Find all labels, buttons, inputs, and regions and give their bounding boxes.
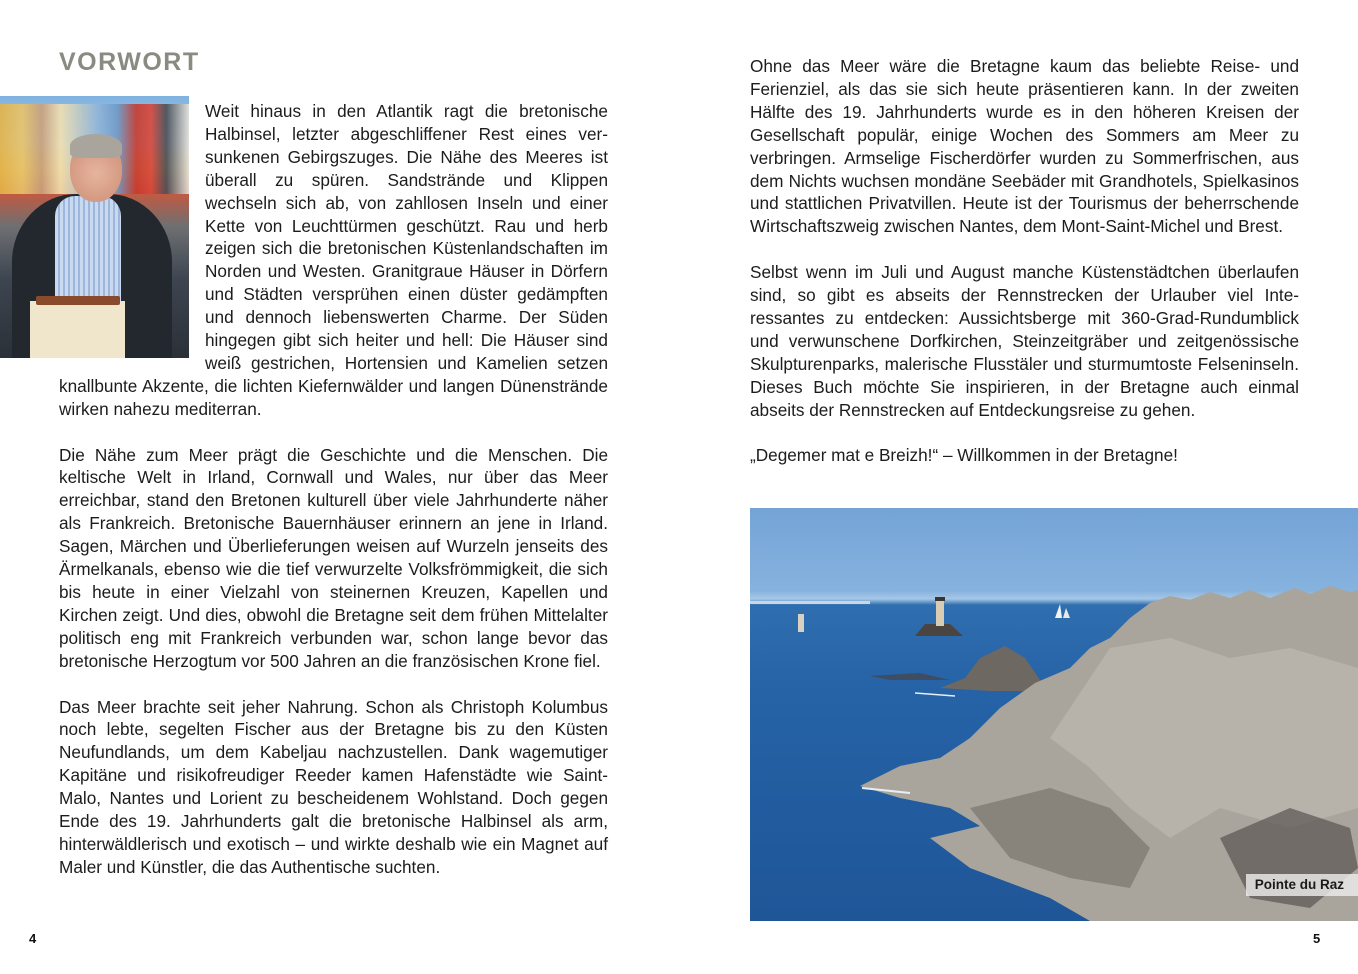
right-body-text xyxy=(750,55,1299,467)
paragraph: Selbst wenn im Juli und August manche Küstenstädtchen überlaufen sind, so gibt es abseits der Rennstrecken der Urlauber viel Interessantes zu entdecken: Aussichtsberge mit 360-Grad-Rundumblick und verwunschene Dorfkirchen, Steinzeitgräber und zeitgenössische Skulpturenparks, malerische Flusstäler und sturmumtoste Felseninseln. Dieses Buch möchte Sie inspirieren, in der Bretagne auch einmal abseits der Rennstrecken auf Entdeckungsreise zu gehen. xyxy=(750,262,1299,420)
paragraph: Das Meer brachte seit jeher Nahrung. Schon als Christoph Kolumbus noch lebte, segelten Fischer aus der Bretagne bis zu den Küsten Neufundlands, um dem Kabeljau nachzustellen. Dank wagemutiger Kapitäne und risikofreudiger Reeder kamen Hafenstädte wie Saint-Malo, Nantes und Lorient zu bescheidenem Wohlstand. Doch gegen Ende des 19. Jahrhunderts galt die bretonische Halbinsel als arm, hinterwäldlerisch und exotisch – und wirkte deshalb wie ein Magnet auf Maler und Künstler, die das Authentische suchten. xyxy=(59,696,608,877)
paragraph-1-wrap xyxy=(59,100,608,421)
person-pants xyxy=(30,301,125,358)
sailboat-icon xyxy=(1055,604,1062,618)
person-belt xyxy=(36,296,120,305)
person-hair xyxy=(70,134,122,158)
lighthouse-icon xyxy=(936,600,944,626)
paragraph: Weit hinaus in den Atlantik ragt die bretonische Halbinsel, letzter abgeschliffener Rest eines versunkenen Gebirgszuges. Die Nähe des Meeres ist überall zu spüren. Sandstrände und Klippen wechseln sich ab, von zahllosen Inseln und einer Kette von Leuchttürmen geschützt. Rau und herb zeigen sich die bretonischen Küstenlandschaften im Norden und Westen. Granitgraue Häuser in Dörfern und Städten versprühen einen düster gedämpften und dennoch liebenswerten Charme. Der Süden hingegen gibt sich heiter und hell: Die Häuser sind weiß gestrichen, Hortensien und Kamelien setzen knallbunte Akzente, die lichten Kiefernwälder und langen Dünenstrände wirken nahezu mediterran. xyxy=(59,101,608,419)
page-number: 4 xyxy=(29,931,37,946)
distant-land xyxy=(750,601,870,604)
right-page xyxy=(679,0,1358,974)
paragraph: Die Nähe zum Meer prägt die Geschichte und die Menschen. Die keltische Welt in Irland, Cornwall und Wales, nur über das Meer erreichbar, stand den Bretonen kulturell über viele Jahrhunderte näher als Frankreich. Bretonische Bauernhäuser erinnern an jene in Irland. Sagen, Märchen und Überlieferungen weisen auf Wurzeln jenseits des Ärmelkanals, ebenso wie die tief verwurzelte Volksfrömmigkeit, die sich bis heute in einer Vielzahl von steinernen Kreuzen, Kapellen und Kirchen zeigt. Und dies, obwohl die Bretagne seit dem frühen Mittelalter politisch eng mit Frankreich verbunden war, schon lange bevor das bretonische Herzogtum vor 500 Jahren an die französischen Krone fiel. xyxy=(59,444,608,671)
coast-illustration xyxy=(750,508,1358,921)
left-body-text xyxy=(59,100,608,879)
paragraph: Ohne das Meer wäre die Bretagne kaum das beliebte Reise- und Ferienziel, als das sie sich heute präsentieren kann. In der zweiten Hälfte des 19. Jahrhunderts wurde es in den höheren Kreisen der Gesellschaft populär, einige Wochen des Sommers am Meer zu verbringen. Armselige Fischerdörfer wurden zu Sommerfrischen, aus dem Nichts wuchsen mondäne Seebäder mit Grandhotels, Spielkasinos und stattlichen Privatvillen. Heute ist der Tourismus der beherrschende Wirtschaftszweig zwischen Nantes, dem Mont-Saint-Michel und Brest. xyxy=(750,56,1299,237)
photo-caption: Pointe du Raz xyxy=(1246,874,1358,896)
page-title: VORWORT xyxy=(59,48,200,76)
page-number: 5 xyxy=(1313,931,1321,946)
lighthouse-small-icon xyxy=(798,614,804,632)
coast-photo xyxy=(750,508,1358,921)
paragraph: „Degemer mat e Breizh!“ – Willkommen in der Bretagne! xyxy=(750,445,1178,466)
author-photo xyxy=(0,96,189,358)
